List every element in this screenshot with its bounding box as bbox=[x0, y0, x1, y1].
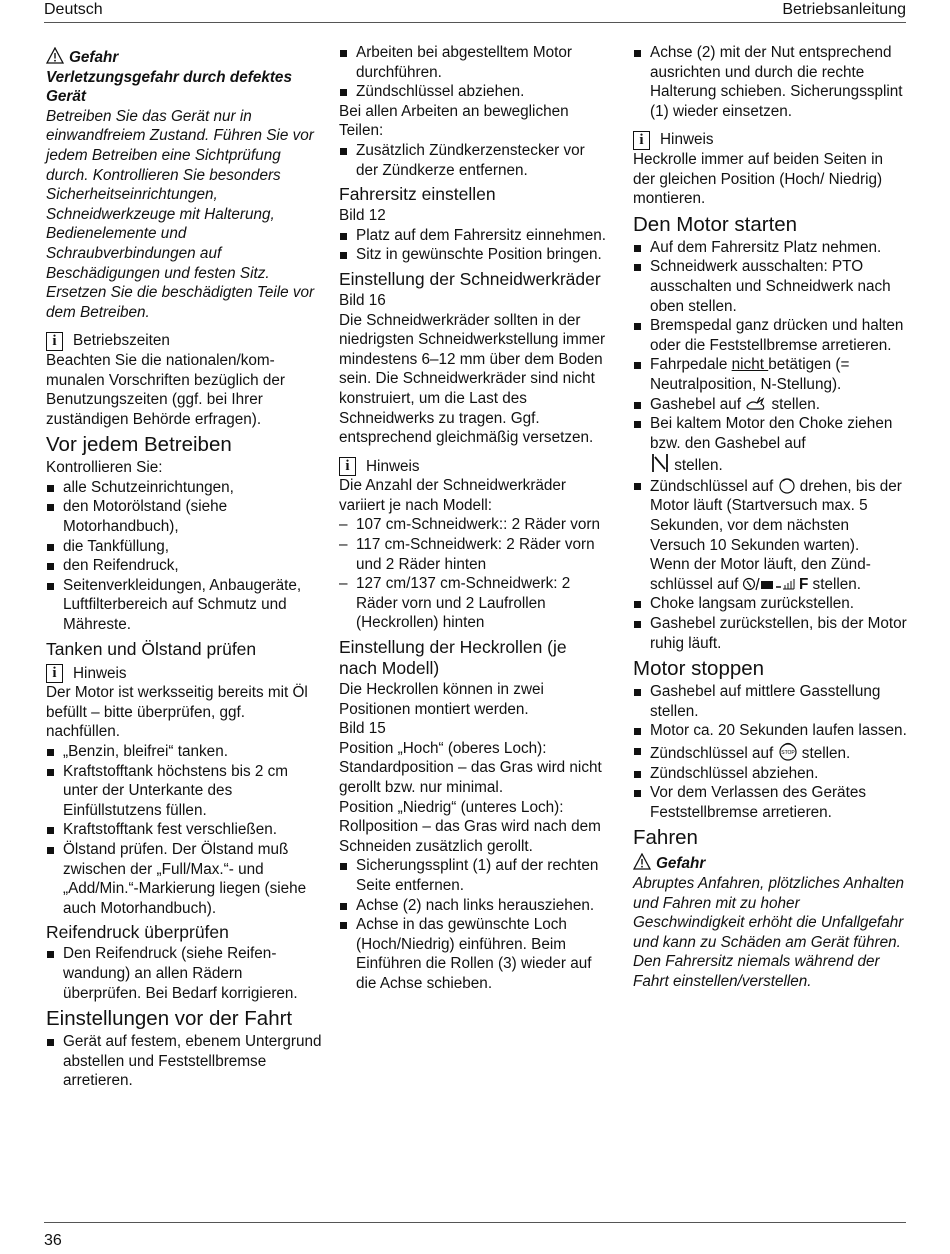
list-item: Zündschlüssel abziehen. bbox=[633, 764, 908, 784]
heading-tanken: Tanken und Ölstand prüfen bbox=[46, 638, 257, 659]
warning-triangle-icon bbox=[46, 47, 64, 64]
warning-subtitle: Verletzungsgefahr durch defektes Gerät bbox=[46, 68, 292, 106]
reifen-list bbox=[46, 944, 322, 1003]
bewegl-text: Bei allen Arbeiten an beweglichen Teilen: bbox=[339, 102, 569, 140]
note-tanken-heading: i Hinweis bbox=[46, 664, 322, 684]
list-item: – 107 cm-Schneidwerk:: 2 Räder vorn bbox=[339, 515, 609, 535]
schneidr-text: Die Schneidwerkräder sollten in der niedrigsten Schneidwerkstellung immer mindestens 6–12 mm über dem Boden sein. Die Schneidwerkräder sind nicht konstruiert, um die Last des Schneidwerks zu tragen. Ggf. entsprechend gleichmäßig versetzen. bbox=[339, 311, 606, 447]
header-title: Betriebsanleitung bbox=[782, 1, 906, 18]
hoch-text: Position „Hoch“ (oberes Loch): Standardposition – das Gras wird nicht gerollt bzw. nur minimal. bbox=[339, 739, 602, 796]
list-item: Motor ca. 20 Sekunden laufen lassen. bbox=[633, 721, 908, 741]
check-list bbox=[46, 478, 322, 635]
heading-einstellungen: Einstellungen vor der Fahrt bbox=[46, 1007, 293, 1031]
list-item: Gashebel zurückstellen, bis der Motor ruhig läuft. bbox=[633, 614, 908, 653]
note-heading: i Hinweis bbox=[339, 457, 609, 477]
list-item: Seitenverkleidungen, Anbaugeräte, Luftfilterbereich auf Schmutz und Mähreste. bbox=[46, 576, 322, 635]
note-betriebszeiten-text: Beachten Sie die nationalen/kommunalen Vorschriften bezüglich der Benutzungszeiten (ggf. bei Ihrer zuständigen Behörde erfragen). bbox=[46, 351, 285, 428]
list-item: Achse (2) nach links herausziehen. bbox=[339, 896, 609, 916]
list-item: Bei kaltem Motor den Choke ziehen bzw. den Gashebel auf stellen. bbox=[633, 414, 908, 476]
list-item: den Reifendruck, bbox=[46, 556, 322, 576]
list-item: „Benzin, bleifrei“ tanken. bbox=[46, 742, 322, 762]
heading-motor-starten: Den Motor starten bbox=[633, 212, 798, 236]
bewegl-list bbox=[339, 141, 609, 180]
top-list bbox=[633, 43, 908, 121]
top-list bbox=[339, 43, 609, 102]
warning-heading: Gefahr bbox=[46, 47, 322, 68]
run-symbols-icon bbox=[743, 576, 795, 592]
header-language: Deutsch bbox=[44, 1, 103, 18]
choke-icon bbox=[650, 453, 670, 473]
warning-heading: Gefahr bbox=[633, 853, 908, 874]
heading-motor-stoppen: Motor stoppen bbox=[633, 657, 765, 681]
header-rule bbox=[44, 22, 906, 23]
start-list bbox=[633, 238, 908, 653]
info-icon: i bbox=[46, 332, 63, 351]
footer-rule bbox=[44, 1222, 906, 1223]
list-item: Achse (2) mit der Nut entsprechend ausrichten und durch die rechte Halterung schieben. Sicherungssplint (1) wieder einsetzen. bbox=[633, 43, 908, 121]
kontrollieren-intro: Kontrollieren Sie: bbox=[46, 459, 163, 477]
heading-fahren: Fahren bbox=[633, 826, 698, 850]
column-1 bbox=[46, 43, 322, 1091]
note-tanken-text: Der Motor ist werksseitig bereits mit Öl befüllt – bitte überprüfen, ggf. nachfüllen. bbox=[46, 684, 308, 741]
heading-reifendruck: Reifendruck überprüfen bbox=[46, 922, 229, 943]
list-item: Gerät auf festem, ebenem Untergrund abstellen und Feststellbremse arretieren. bbox=[46, 1032, 322, 1091]
heck-list bbox=[339, 856, 609, 993]
stop-list bbox=[633, 682, 908, 822]
figure-ref: Bild 16 bbox=[339, 291, 386, 309]
sitz-list bbox=[339, 226, 609, 265]
page-header bbox=[44, 0, 906, 22]
note-text: Die Anzahl der Schneidwerkräder variiert je nach Modell: bbox=[339, 477, 567, 514]
list-item: Kraftstofftank fest verschließen. bbox=[46, 820, 322, 840]
list-item: Schneidwerk ausschalten: PTO ausschalten und Schneidwerk nach oben stellen. bbox=[633, 257, 908, 316]
note-text: Heckrolle immer auf beiden Seiten in der gleichen Position (Hoch/ Niedrig) montieren. bbox=[633, 150, 883, 208]
list-item: Choke langsam zurückstellen. bbox=[633, 594, 908, 614]
list-item: Fahrpedale nicht betätigen (= Neutralposition, N-Stellung). bbox=[633, 355, 908, 394]
list-item: Zündschlüssel auf STOP stellen. bbox=[633, 741, 908, 764]
list-item: Gashebel auf stellen. bbox=[633, 395, 908, 415]
list-item: Vor dem Verlassen des Gerätes Feststellbremse arretieren. bbox=[633, 783, 908, 822]
list-item: den Motorölstand (siehe Motorhandbuch), bbox=[46, 497, 322, 536]
list-item: alle Schutzeinrichtungen, bbox=[46, 478, 322, 498]
list-item: Bremspedal ganz drücken und halten oder die Feststellbremse arretieren. bbox=[633, 316, 908, 355]
list-item: Sicherungssplint (1) auf der rechten Seite entfernen. bbox=[339, 856, 609, 895]
tank-list bbox=[46, 742, 322, 918]
list-item: Arbeiten bei abgestelltem Motor durchführen. bbox=[339, 43, 609, 82]
note-betriebszeiten-heading: i Betriebszeiten bbox=[46, 331, 322, 351]
info-icon: i bbox=[633, 131, 650, 150]
column-3 bbox=[633, 43, 908, 992]
warning-text: Abruptes Anfahren, plötzliches Anhalten und Fahren mit zu hoher Geschwindigkeit erhöht die Unfallgefahr und kann zu Schäden am Gerät führen. bbox=[633, 874, 904, 951]
warning-text: Betreiben Sie das Gerät nur in einwandfreiem Zustand. Führen Sie vor jedem Betreiben eine Sichtprüfung durch. Kontrollieren Sie besonders Sicherheitseinrichtungen, Schneidwerkzeuge mit Halterung, Bedienelemente und Schraubverbindungen auf Beschädigungen und festen Sitz. Ersetzen Sie die beschädigten Teile vor dem Betreiben. bbox=[46, 107, 315, 321]
list-item: – 127 cm/137 cm-Schneidwerk: 2 Räder vorn und 2 Laufrollen (Heckrollen) hinten bbox=[339, 574, 609, 633]
list-item: Kraftstofftank höchstens bis 2 cm unter der Unterkante des Einfüllstutzens füllen. bbox=[46, 762, 322, 821]
list-item: Zündschlüssel auf drehen, bis der Motor läuft (Startversuch max. 5 Sekunden, vor dem nächsten Versuch 10 Sekunden warten). Wenn der Motor läuft, den Zündschlüssel auf F stellen. bbox=[633, 476, 908, 595]
warning-text: Den Fahrersitz niemals während der Fahrt einstellen/verstellen. bbox=[633, 953, 880, 990]
stop-icon bbox=[778, 741, 798, 761]
list-item: Gashebel auf mittlere Gasstellung stellen. bbox=[633, 682, 908, 721]
heck-text: Die Heckrollen können in zwei Positionen montiert werden. bbox=[339, 681, 544, 718]
list-item: Sitz in gewünschte Position bringen. bbox=[339, 245, 609, 265]
heading-vor-jedem-betreiben: Vor jedem Betreiben bbox=[46, 433, 232, 457]
warning-triangle-icon bbox=[633, 853, 651, 870]
einst-list bbox=[46, 1032, 322, 1091]
heading-fahrersitz: Fahrersitz einstellen bbox=[339, 184, 496, 205]
column-2 bbox=[339, 43, 609, 994]
list-item: Den Reifendruck (siehe Reifenwandung) an allen Rädern überprüfen. Bei Bedarf korrigieren. bbox=[46, 944, 322, 1003]
list-item: die Tankfüllung, bbox=[46, 537, 322, 557]
info-icon: i bbox=[339, 457, 356, 476]
model-list bbox=[339, 515, 609, 633]
list-item: Auf dem Fahrersitz Platz nehmen. bbox=[633, 238, 908, 258]
figure-ref: Bild 12 bbox=[339, 207, 386, 225]
list-item: Ölstand prüfen. Der Ölstand muß zwischen der „Full/Max.“- und „Add/Min.“-Markierung liegen (siehe auch Motorhandbuch). bbox=[46, 840, 322, 918]
list-item: Zündschlüssel abziehen. bbox=[339, 82, 609, 102]
list-item: Platz auf dem Fahrersitz einnehmen. bbox=[339, 226, 609, 246]
ignition-start-icon bbox=[778, 476, 796, 494]
svg-text:STOP: STOP bbox=[780, 750, 795, 756]
note-heading: i Hinweis bbox=[633, 130, 908, 150]
list-item: Achse in das gewünschte Loch (Hoch/Niedrig) einführen. Beim Einführen die Rollen (3) wieder auf die Achse schieben. bbox=[339, 915, 609, 993]
hare-icon bbox=[745, 396, 767, 412]
niedrig-text: Position „Niedrig“ (unteres Loch): Rollposition – das Gras wird nach dem Schneiden zusätzlich gerollt. bbox=[339, 798, 601, 855]
figure-ref: Bild 15 bbox=[339, 720, 386, 738]
info-icon: i bbox=[46, 664, 63, 683]
list-item: – 117 cm-Schneidwerk: 2 Räder vorn und 2 Räder hinten bbox=[339, 535, 609, 574]
heading-heckrollen: Einstellung der Heckrollen (je nach Modell) bbox=[339, 637, 567, 679]
list-item: Zusätzlich Zündkerzenstecker vor der Zündkerze entfernen. bbox=[339, 141, 609, 180]
heading-schneidwerkraeder: Einstellung der Schneidwerkräder bbox=[339, 268, 601, 289]
page-number: 36 bbox=[44, 1232, 62, 1249]
